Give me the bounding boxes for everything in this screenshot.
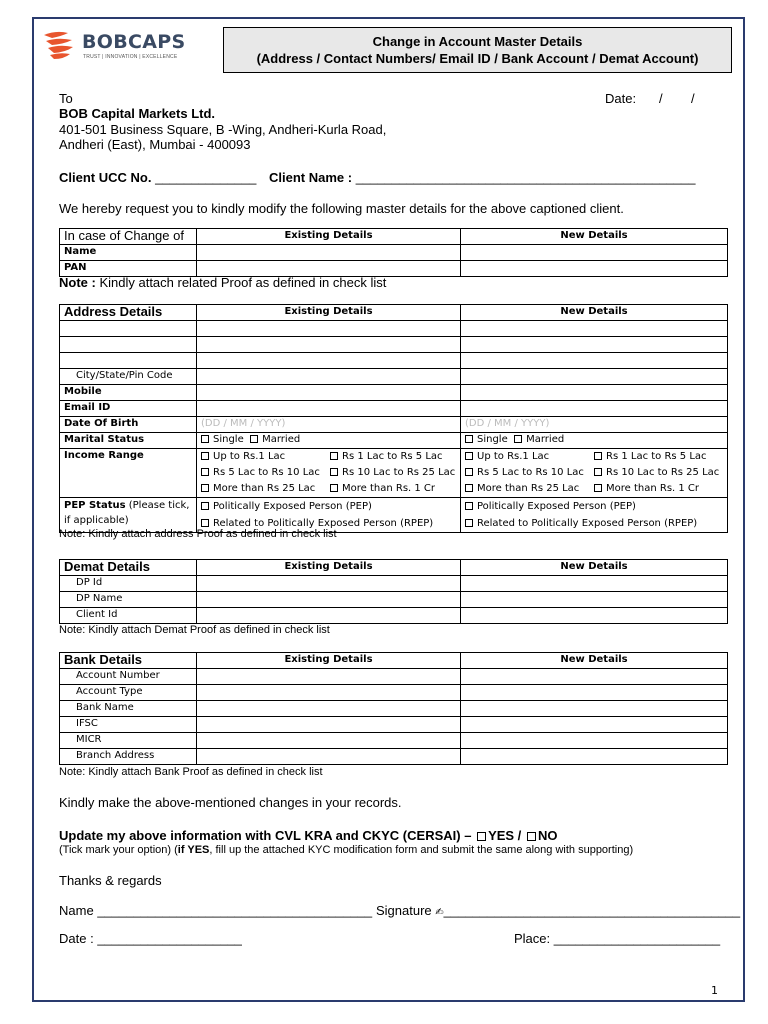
new-details-header: New Details	[461, 229, 728, 245]
pep-label: Politically Exposed Person (PEP)	[213, 501, 372, 512]
table-row	[60, 417, 728, 433]
addressee-line1: 401-501 Business Square, B -Wing, Andheri-Kurla Road,	[59, 122, 387, 137]
table-row	[60, 592, 728, 608]
existing-details-header: Existing Details	[197, 560, 461, 576]
demat-table	[59, 559, 728, 624]
income-option-label: More than Rs. 1 Cr	[606, 483, 700, 494]
new-city-cell[interactable]	[461, 369, 728, 385]
logo-tagline: TRUST | INNOVATION | EXCELLENCE	[83, 54, 178, 60]
existing-account-type-cell[interactable]	[197, 685, 461, 701]
table-row	[60, 433, 728, 449]
change-table	[59, 228, 728, 277]
row-label-account-number: Account Number	[60, 669, 197, 685]
logo-name: BOBCAPS	[82, 31, 186, 53]
checkbox-icon	[465, 452, 473, 460]
income-option[interactable]	[201, 467, 320, 478]
new-mobile-cell[interactable]	[461, 385, 728, 401]
checkbox-icon	[201, 484, 209, 492]
table-row	[60, 401, 728, 417]
checkbox-icon	[594, 468, 602, 476]
new-pep-cell	[461, 498, 728, 533]
table-row	[60, 385, 728, 401]
pep-label-rest: (Please tick,	[125, 500, 190, 511]
checkbox-icon	[477, 832, 486, 841]
address-line-label	[60, 337, 197, 353]
existing-client-id-cell[interactable]	[197, 608, 461, 624]
signature-icon: ✍	[435, 907, 444, 918]
existing-ifsc-cell[interactable]	[197, 717, 461, 733]
rpep-label: Related to Politically Exposed Person (RPEP)	[213, 518, 434, 529]
table-row	[60, 717, 728, 733]
checkbox-icon	[250, 435, 258, 443]
existing-branch-address-cell[interactable]	[197, 749, 461, 765]
existing-address-cell[interactable]	[197, 337, 461, 353]
existing-details-header: Existing Details	[197, 305, 461, 321]
income-option-label: More than Rs 25 Lac	[477, 483, 580, 494]
row-label-email: Email ID	[60, 401, 197, 417]
bobcaps-logo-icon	[42, 29, 76, 61]
address-table-header: Address Details	[60, 305, 197, 321]
pep-label: Politically Exposed Person (PEP)	[477, 501, 636, 512]
existing-details-header: Existing Details	[197, 653, 461, 669]
new-name-cell[interactable]	[461, 245, 728, 261]
client-name-label: Client Name :	[269, 170, 353, 185]
change-table-note	[59, 275, 386, 290]
checkbox-icon	[465, 468, 473, 476]
date-label: Date:	[605, 91, 637, 106]
place-label: Place:	[514, 931, 551, 946]
existing-address-cell[interactable]	[197, 353, 461, 369]
form-title: Change in Account Master Details	[372, 34, 583, 49]
existing-name-cell[interactable]	[197, 245, 461, 261]
name-blank: ______________________________________	[97, 903, 373, 918]
table-row	[60, 701, 728, 717]
new-micr-cell[interactable]	[461, 733, 728, 749]
signature-field[interactable]	[376, 903, 740, 918]
income-option-label: Rs 10 Lac to Rs 25 Lac	[606, 467, 720, 478]
kyc-update-line	[59, 828, 557, 843]
table-row	[60, 608, 728, 624]
place-blank: _______________________	[553, 931, 721, 946]
row-label-dob: Date Of Birth	[60, 417, 197, 433]
table-row	[60, 353, 728, 369]
new-address-cell[interactable]	[461, 353, 728, 369]
checkbox-icon	[330, 484, 338, 492]
no-label: NO	[537, 828, 558, 843]
new-details-header: New Details	[461, 560, 728, 576]
new-ifsc-cell[interactable]	[461, 717, 728, 733]
change-table-header: In case of Change of	[60, 229, 197, 245]
table-row	[60, 229, 728, 245]
married-checkbox[interactable]	[250, 434, 300, 445]
addressee-line2: Andheri (East), Mumbai - 400093	[59, 137, 251, 152]
tick-instruction	[59, 844, 633, 856]
table-row	[60, 576, 728, 592]
addressee-company: BOB Capital Markets Ltd.	[59, 106, 216, 121]
row-label-micr: MICR	[60, 733, 197, 749]
note-label: Note :	[59, 275, 96, 290]
new-account-type-cell[interactable]	[461, 685, 728, 701]
new-dob-cell[interactable]: (DD / MM / YYYY)	[461, 417, 728, 433]
table-row	[60, 733, 728, 749]
client-ucc-field[interactable]	[59, 170, 256, 185]
income-option[interactable]	[201, 451, 285, 462]
checkbox-icon	[465, 519, 473, 527]
income-option-label: Rs 5 Lac to Rs 10 Lac	[213, 467, 320, 478]
existing-account-number-cell[interactable]	[197, 669, 461, 685]
checkbox-icon	[330, 468, 338, 476]
income-option[interactable]	[330, 481, 435, 497]
checkbox-icon	[465, 502, 473, 510]
pep-checkbox[interactable]	[465, 498, 723, 515]
checkbox-icon	[201, 468, 209, 476]
income-option-label: Rs 10 Lac to Rs 25 Lac	[342, 467, 456, 478]
checkbox-icon	[594, 484, 602, 492]
request-text: We hereby request you to kindly modify the following master details for the above captioned client.	[59, 201, 624, 216]
new-bank-name-cell[interactable]	[461, 701, 728, 717]
income-option-label: Rs 1 Lac to Rs 5 Lac	[342, 451, 443, 462]
existing-dob-cell[interactable]: (DD / MM / YYYY)	[197, 417, 461, 433]
row-label-city: City/State/Pin Code	[60, 369, 197, 385]
address-line-label	[60, 321, 197, 337]
row-label-ifsc: IFSC	[60, 717, 197, 733]
records-text: Kindly make the above-mentioned changes in your records.	[59, 795, 402, 810]
income-option-label: Rs 1 Lac to Rs 5 Lac	[606, 451, 707, 462]
page-number: 1	[711, 984, 718, 997]
new-branch-address-cell[interactable]	[461, 749, 728, 765]
new-details-header: New Details	[461, 653, 728, 669]
new-dp-name-cell[interactable]	[461, 592, 728, 608]
checkbox-icon	[514, 435, 522, 443]
demat-table-note: Note: Kindly attach Demat Proof as defined in check list	[59, 624, 330, 636]
income-option-label: More than Rs. 1 Cr	[342, 483, 436, 494]
existing-address-cell[interactable]	[197, 321, 461, 337]
existing-marital-cell	[197, 433, 461, 449]
new-dp-id-cell[interactable]	[461, 576, 728, 592]
table-row	[60, 449, 728, 498]
income-option-label: Up to Rs.1 Lac	[477, 451, 550, 462]
checkbox-icon	[594, 452, 602, 460]
table-row	[60, 560, 728, 576]
income-option-label: Rs 5 Lac to Rs 10 Lac	[477, 467, 584, 478]
income-option[interactable]	[594, 465, 719, 481]
table-row	[60, 669, 728, 685]
thanks-text: Thanks & regards	[59, 873, 162, 888]
row-label-account-type: Account Type	[60, 685, 197, 701]
single-checkbox[interactable]	[201, 434, 244, 445]
bank-table	[59, 652, 728, 765]
place-field[interactable]	[514, 931, 720, 946]
row-label-client-id: Client Id	[60, 608, 197, 624]
new-details-header: New Details	[461, 305, 728, 321]
table-row	[60, 685, 728, 701]
row-label-dp-id: DP Id	[60, 576, 197, 592]
single-label: Single	[213, 434, 244, 445]
existing-details-header: Existing Details	[197, 229, 461, 245]
form-subtitle: (Address / Contact Numbers/ Email ID / Bank Account / Demat Account)	[256, 51, 699, 66]
table-row	[60, 749, 728, 765]
checkbox-icon	[465, 435, 473, 443]
existing-city-cell[interactable]	[197, 369, 461, 385]
table-row	[60, 337, 728, 353]
checkbox-icon	[330, 452, 338, 460]
bank-table-header: Bank Details	[60, 653, 197, 669]
row-label-name: Name	[60, 245, 197, 261]
married-label: Married	[262, 434, 301, 445]
income-option[interactable]	[201, 483, 315, 494]
date-sign-label: Date :	[59, 931, 94, 946]
pep-label-line2: if applicable)	[64, 515, 129, 526]
row-label-marital: Marital Status	[60, 433, 197, 449]
date-separator: /	[691, 91, 695, 106]
tick-instruction-pre: (Tick mark your option) (	[59, 844, 178, 856]
income-option-label: Up to Rs.1 Lac	[213, 451, 286, 462]
existing-bank-name-cell[interactable]	[197, 701, 461, 717]
checkbox-icon	[201, 452, 209, 460]
married-checkbox[interactable]	[514, 434, 564, 445]
new-income-cell	[461, 449, 728, 498]
addressee-to: To	[59, 91, 73, 106]
checkbox-icon	[201, 519, 209, 527]
new-marital-cell	[461, 433, 728, 449]
row-label-income: Income Range	[60, 449, 197, 498]
income-option[interactable]	[594, 481, 699, 497]
married-label: Married	[526, 434, 565, 445]
new-address-cell[interactable]	[461, 321, 728, 337]
bank-table-note: Note: Kindly attach Bank Proof as defined in check list	[59, 766, 323, 778]
pep-checkbox[interactable]	[201, 498, 456, 515]
signature-label: Signature	[376, 903, 432, 918]
existing-dp-id-cell[interactable]	[197, 576, 461, 592]
note-text: Kindly attach related Proof as defined in check list	[95, 275, 387, 290]
new-address-cell[interactable]	[461, 337, 728, 353]
no-checkbox[interactable]	[525, 828, 558, 843]
date-separator: /	[659, 91, 663, 106]
pep-label-bold: PEP Status	[64, 500, 126, 511]
signature-blank: _________________________________________	[443, 903, 741, 918]
name-label: Name	[59, 903, 94, 918]
existing-income-cell	[197, 449, 461, 498]
client-name-field[interactable]	[269, 170, 696, 185]
rpep-checkbox[interactable]	[465, 515, 723, 532]
income-option[interactable]	[330, 465, 455, 481]
yes-checkbox[interactable]	[475, 828, 521, 843]
row-label-branch-address: Branch Address	[60, 749, 197, 765]
address-table-note: Note: Kindly attach address Proof as defined in check list	[59, 528, 337, 540]
new-account-number-cell[interactable]	[461, 669, 728, 685]
rpep-label: Related to Politically Exposed Person (RPEP)	[477, 518, 698, 529]
client-name-blank: _______________________________________________	[355, 170, 696, 185]
table-row	[60, 321, 728, 337]
checkbox-icon	[527, 832, 536, 841]
date-sign-field[interactable]	[59, 931, 242, 946]
yes-label: YES /	[488, 828, 522, 843]
new-pan-cell[interactable]	[461, 261, 728, 277]
income-option[interactable]	[465, 451, 549, 462]
kyc-update-text: Update my above information with CVL KRA and CKYC (CERSAI) –	[59, 828, 472, 843]
single-checkbox[interactable]	[465, 434, 508, 445]
existing-micr-cell[interactable]	[197, 733, 461, 749]
checkbox-icon	[465, 484, 473, 492]
address-table	[59, 304, 728, 533]
client-ucc-blank: ______________	[155, 170, 257, 185]
checkbox-icon	[201, 435, 209, 443]
checkbox-icon	[201, 502, 209, 510]
table-row	[60, 369, 728, 385]
date-sign-blank: ____________________	[97, 931, 242, 946]
client-ucc-label: Client UCC No.	[59, 170, 152, 185]
bobcaps-logo	[42, 29, 192, 63]
single-label: Single	[477, 434, 508, 445]
new-email-cell[interactable]	[461, 401, 728, 417]
form-title-box	[223, 27, 732, 73]
row-label-bank-name: Bank Name	[60, 701, 197, 717]
income-option[interactable]	[465, 467, 584, 478]
income-option[interactable]	[594, 449, 707, 465]
tick-instruction-bold: if YES	[177, 844, 210, 856]
date-field[interactable]	[605, 91, 695, 106]
existing-mobile-cell[interactable]	[197, 385, 461, 401]
row-label-pan: PAN	[60, 261, 197, 277]
address-line-label	[60, 353, 197, 369]
row-label-mobile: Mobile	[60, 385, 197, 401]
income-option[interactable]	[465, 483, 579, 494]
tick-instruction-post: , fill up the attached KYC modification form and submit the same along with supporting)	[209, 844, 634, 856]
income-option[interactable]	[330, 449, 443, 465]
table-row	[60, 305, 728, 321]
existing-email-cell[interactable]	[197, 401, 461, 417]
income-option-label: More than Rs 25 Lac	[213, 483, 316, 494]
table-row	[60, 245, 728, 261]
name-field[interactable]	[59, 903, 372, 918]
demat-table-header: Demat Details	[60, 560, 197, 576]
row-label-dp-name: DP Name	[60, 592, 197, 608]
table-row	[60, 653, 728, 669]
existing-dp-name-cell[interactable]	[197, 592, 461, 608]
new-client-id-cell[interactable]	[461, 608, 728, 624]
